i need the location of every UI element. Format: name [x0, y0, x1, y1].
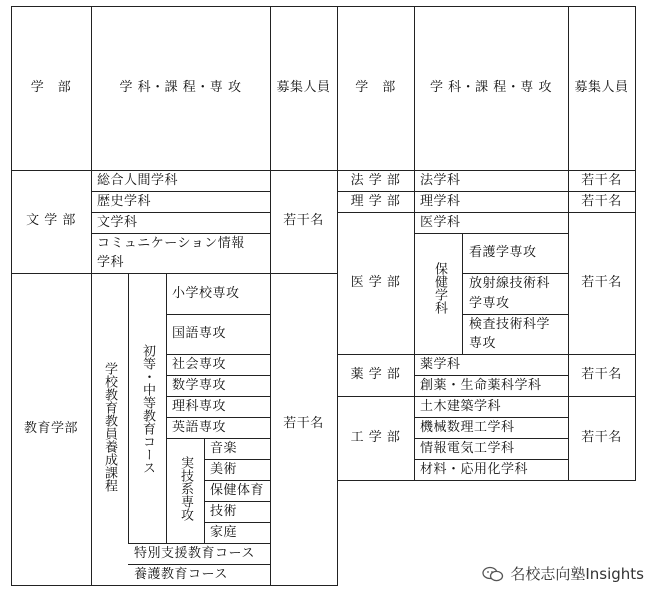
course-joho-denki: 情報電気工学科: [420, 441, 515, 456]
major-shogakko: 小学校専攻: [172, 286, 240, 301]
course-yogo-kyoiku: 養護教育コース: [134, 567, 228, 582]
course-sogo-ningen: 総合人間学科: [97, 173, 179, 188]
major-hoshasen-2: 学専攻: [469, 296, 510, 311]
jitsugi-bijutsu: 美術: [210, 462, 238, 477]
course-kikai: 機械数理工学科: [420, 420, 515, 435]
course-tokubetsu-shien: 特別支援教育コース: [134, 546, 255, 561]
capacity-igaku: 若干名: [581, 275, 622, 290]
header-capacity-right: 募集人員: [574, 80, 629, 95]
major-rika: 理科専攻: [172, 399, 227, 414]
course-hogaku: 法学科: [420, 173, 461, 188]
header-course-right: 学 科・課 程・専 攻: [430, 80, 552, 95]
course-rekishi: 歴史学科: [97, 194, 152, 209]
course-communication-1: コミュニケーション情報: [97, 236, 245, 251]
header-course-left: 学 科・課 程・専 攻: [119, 80, 242, 95]
major-shakai: 社会専攻: [172, 357, 227, 372]
course-doboku: 土木建築学科: [420, 399, 502, 414]
faculty-yakugaku: 薬 学 部: [350, 367, 401, 382]
jitsugi-katei: 家庭: [210, 525, 238, 540]
faculty-kogaku: 工 学 部: [350, 430, 401, 445]
faculty-igaku: 医 学 部: [350, 275, 401, 290]
capacity-rigaku: 若干名: [581, 194, 622, 209]
capacity-yakugaku: 若干名: [581, 367, 622, 382]
jitsugi-gijutsu: 技術: [210, 504, 238, 519]
course-shoto-chuto: 初等・中等教育コース: [140, 344, 155, 474]
major-kango: 看護学専攻: [469, 245, 537, 260]
course-igaku: 医学科: [420, 215, 461, 230]
capacity-bungaku: 若干名: [283, 213, 324, 228]
major-kensa-1: 検査技術科学: [469, 317, 551, 332]
header-faculty-left: 学 部: [30, 80, 72, 95]
course-rigaku: 理学科: [420, 194, 461, 209]
faculty-bungaku: 文 学 部: [26, 213, 76, 228]
major-sugaku: 数学専攻: [172, 378, 227, 393]
header-capacity-left: 募集人員: [276, 80, 331, 95]
program-gakko-kyoiku: 学校教育教員養成課程: [102, 362, 117, 492]
capacity-kogaku: 若干名: [581, 430, 622, 445]
course-zairyo: 材料・応用化学科: [420, 462, 529, 477]
jitsugi-ongaku: 音楽: [210, 441, 238, 456]
header-faculty-right: 学 部: [355, 80, 396, 95]
course-yakugaku: 薬学科: [420, 357, 461, 372]
course-soyaku: 創薬・生命薬科学科: [420, 378, 542, 393]
course-communication-2: 学科: [97, 255, 125, 270]
capacity-kyoiku: 若干名: [283, 416, 324, 431]
watermark: [482, 563, 644, 584]
major-jitsugi: 実技系専攻: [178, 456, 193, 521]
capacity-hogaku: 若干名: [581, 173, 622, 188]
faculty-rigaku: 理 学 部: [350, 194, 401, 209]
major-hoshasen-1: 放射線技術科: [469, 276, 551, 291]
course-bungaku: 文学科: [97, 215, 138, 230]
faculty-kyoiku: 教育学部: [23, 421, 78, 436]
faculty-hogaku: 法 学 部: [350, 173, 401, 188]
jitsugi-hoken-taiiku: 保健体育: [210, 483, 265, 498]
wechat-icon: [482, 566, 504, 582]
major-kensa-2: 専攻: [469, 336, 497, 351]
major-eigo: 英語専攻: [172, 420, 227, 435]
course-hoken: 保健学科: [432, 262, 447, 314]
major-kokugo: 国語専攻: [172, 326, 227, 341]
watermark-text: 名校志向塾Insights: [510, 565, 644, 583]
